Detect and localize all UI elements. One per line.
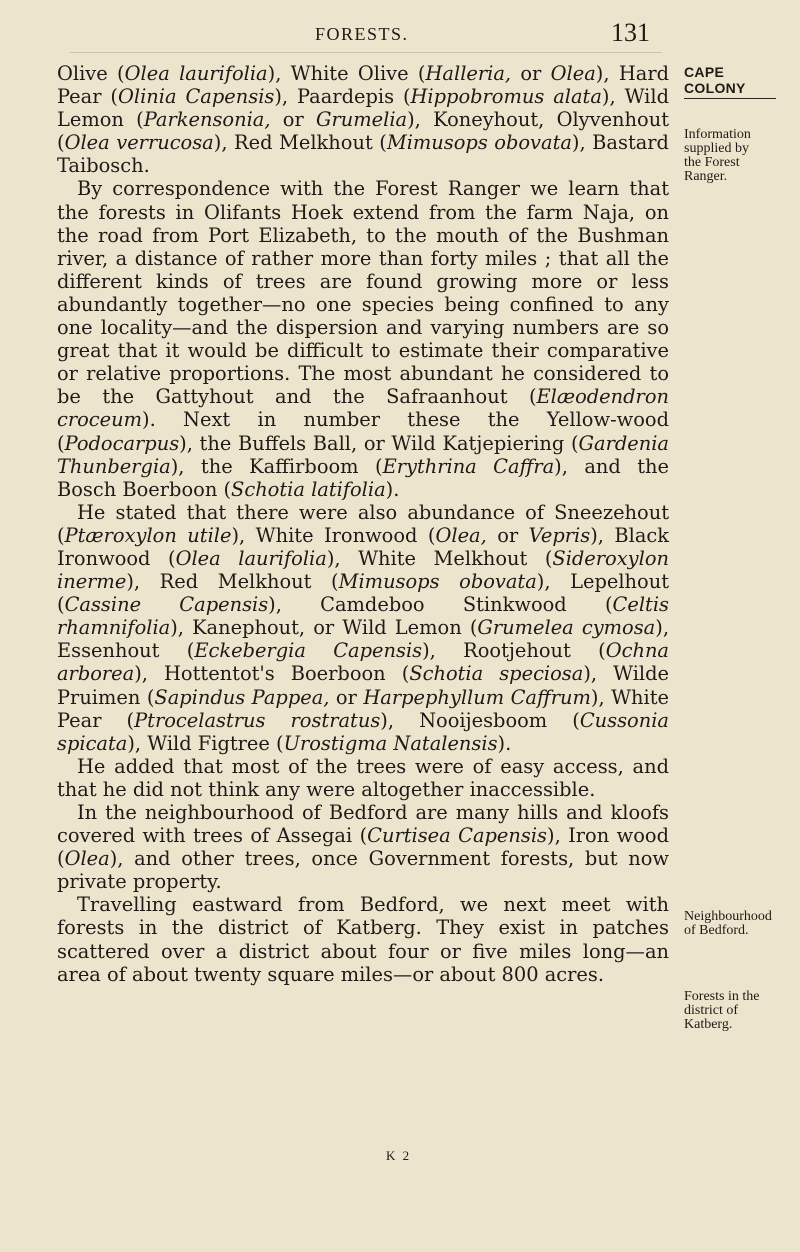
paragraph-other-species: He stated that there were also abundance of Sneezehout (Ptæroxylon utile), White Ironwood (Olea, or Vepris), Black Ironwood (Olea laurifolia), White Melkhout (Sideroxylon inerme), Red Melkhout (Mimusops obovata), Lepelhout (Cassine Capensis), Camdeboo Stinkwood (Celtis rhamnifolia), Kanephout, or Wild Lemon (Grumelea cymosa), Essenhout (Eckebergia Capensis), Rootjehout (Ochna arborea), Hottentot's Boerboon (Schotia speciosa), Wilde Pruimen (Sapindus Pappea, or Harpephyllum Caffrum), White Pear (Ptrocelastrus rostratus), Nooijesboom (Cussonia spicata), Wild Figtree (Urostigma Natalensis). (57, 500, 669, 755)
page-number: 131 (611, 18, 650, 47)
margin-note-forest-ranger: Information supplied by the Forest Ranger. (684, 127, 751, 184)
paragraph-katberg: Travelling eastward from Bedford, we next meet with forests in the district of Katberg. They exist in patches scattered over a district about four or five miles long—an area of about twenty square miles—or about 800 acres. (57, 893, 669, 986)
margin-note-bedford: Neighbourhood of Bedford. (684, 909, 772, 938)
running-title: FORESTS. (315, 24, 409, 44)
paragraph-tree-list-continued: Olive (Olea laurifolia), White Olive (Halleria, or Olea), Hard Pear (Olinia Capensis), Paardepis (Hippobromus alata), Wild Lemon (Parkensonia, or Grumelia), Koneyhout, Olyvenhout (Olea verrucosa), Red Melkhout (Mimusops obovata), Bastard Taibosch. (57, 62, 669, 178)
margin-note-katberg: Forests in the district of Katberg. (684, 989, 760, 1032)
signature-mark: K 2 (386, 1148, 412, 1163)
paragraph-bedford: In the neighbourhood of Bedford are many hills and kloofs covered with trees of Assegai (Curtisea Capensis), Iron wood (Olea), and other trees, once Government forests, but now private property. (57, 801, 669, 894)
paragraph-access: He added that most of the trees were of easy access, and that he did not think any were altogether inaccessible. (57, 754, 669, 801)
page-header (0, 10, 800, 47)
paragraph-forest-ranger: By correspondence with the Forest Ranger we learn that the forests in Olifants Hoek extend from the farm Naja, on the road from Port Elizabeth, to the mouth of the Bushman river, a distance of rather more than forty miles ; that all the different kinds of trees are found growing more or less abundantly together—no one species being confined to any one locality—and the dispersion and varying numbers are so great that it would be difficult to estimate their comparative or relative proportions. The most abundant he considered to be the Gattyhout and the Safraanhout (Elæodendron croceum). Next in number these the Yellow-wood (Podocarpus), the Buffels Ball, or Wild Katjepiering (Gardenia Thunbergia), the Kaffirboom (Erythrina Caffra), and the Bosch Boerboon (Schotia latifolia). (57, 177, 669, 501)
body-text (57, 62, 669, 986)
margin-colony-heading: CAPE COLONY (684, 64, 776, 99)
header-rule (70, 52, 662, 53)
